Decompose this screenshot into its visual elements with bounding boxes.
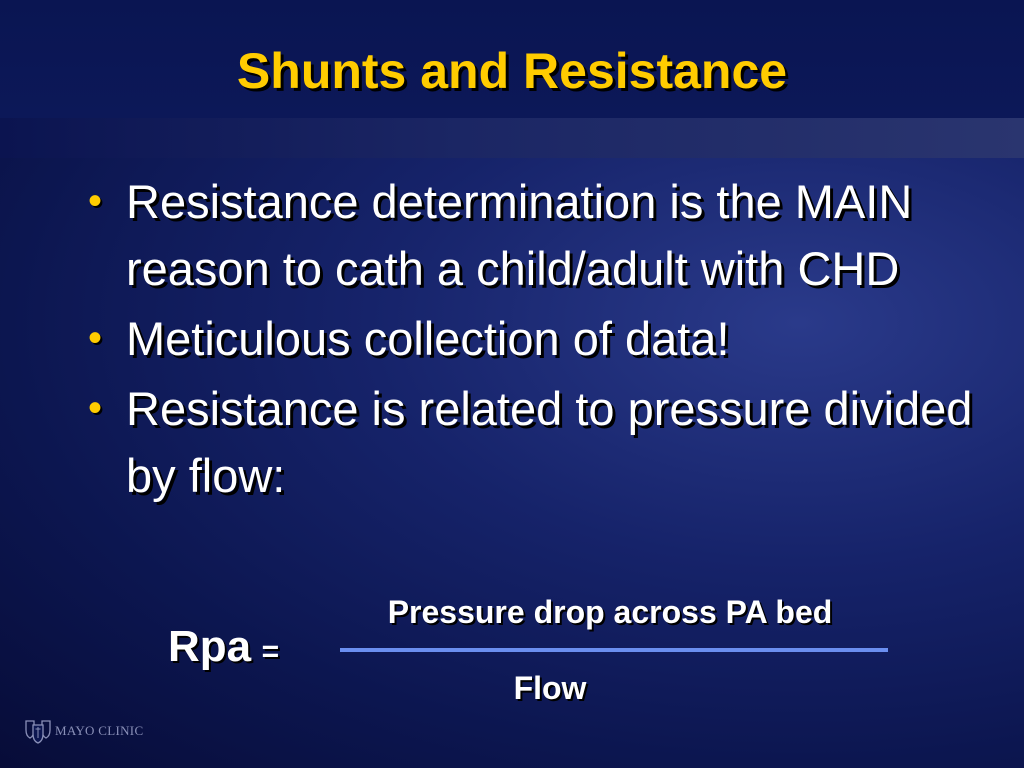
bullet-text: Meticulous collection of data!: [126, 312, 730, 365]
bullet-item: [88, 168, 988, 302]
bullet-item: [88, 375, 988, 509]
formula-variable: Rpa: [168, 622, 252, 671]
mayo-clinic-logo: [24, 718, 143, 744]
fraction-bar: [340, 648, 888, 652]
mayo-shields-icon: [24, 718, 52, 744]
formula-equals: =: [261, 635, 280, 668]
formula-numerator: Pressure drop across PA bed: [387, 594, 833, 630]
bullet-list: [88, 168, 988, 512]
bullet-text: Resistance is related to pressure divided by flow:: [126, 382, 973, 502]
header-stripe: [0, 118, 1024, 158]
formula-denominator: Flow: [513, 670, 587, 706]
bullet-marker: •: [88, 179, 103, 223]
logo-text: MAYO CLINIC: [55, 723, 144, 738]
bullet-item: [88, 305, 988, 372]
slide-title: Shunts and Resistance: [236, 43, 788, 99]
bullet-marker: •: [88, 386, 103, 430]
bullet-marker: •: [88, 316, 103, 360]
bullet-text: Resistance determination is the MAIN reason to cath a child/adult with CHD: [126, 175, 913, 295]
formula-lhs: [168, 622, 279, 672]
